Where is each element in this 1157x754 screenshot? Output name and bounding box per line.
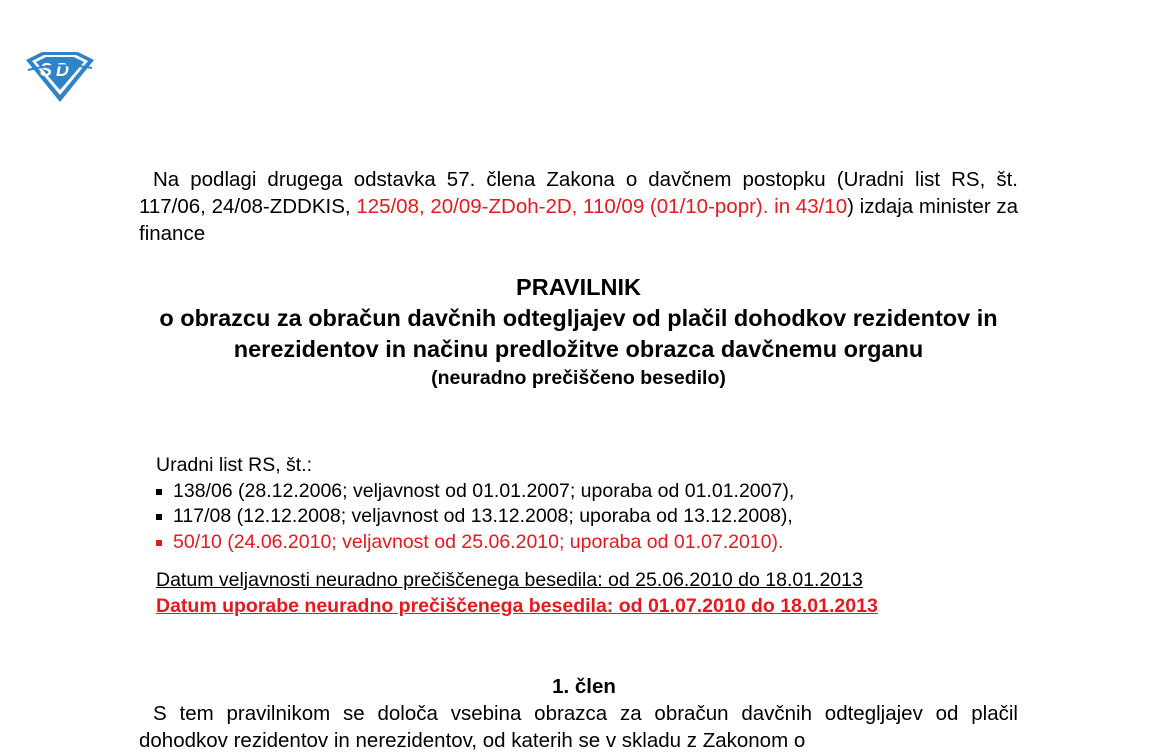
document-note: (neuradno prečiščeno besedilo) [431, 367, 726, 389]
document-subtitle: o obrazcu za obračun davčnih odtegljajev od plačil dohodkov rezidentov in nerezidentov in načinu predložitve obrazca davčnemu organu [159, 305, 998, 362]
article-text: S tem pravilnikom se določa vsebina obrazca za obračun davčnih odtegljajev od plačil dohodkov rezidentov in nerezidentov, od katerih se v skladu z Zakonom o [139, 702, 1018, 752]
validity-date: Datum veljavnosti neuradno prečiščenega besedila: od 25.06.2010 do 18.01.2013 [156, 569, 863, 591]
gazette-item [156, 504, 794, 530]
document-title-block [139, 272, 1018, 392]
bullet-icon [156, 489, 162, 495]
intro-text-1: Na podlagi drugega odstavka 57. člena Zakona o davčnem postopku (Uradni list RS, št. 117/06, 24/08-ZDDKIS, [139, 168, 1018, 218]
gazette-heading: Uradni list RS, št.: [156, 454, 313, 476]
bullet-icon [156, 514, 162, 520]
article-heading: 1. člen [552, 675, 616, 698]
svg-text:S: S [40, 60, 53, 80]
article-paragraph [139, 700, 1018, 754]
bullet-icon [156, 540, 162, 546]
gazette-item-text: 138/06 (28.12.2006; veljavnost od 01.01.2007; uporaba od 01.01.2007), [173, 479, 795, 502]
gazette-list [156, 453, 794, 555]
gazette-item-text: 50/10 (24.06.2010; veljavnost od 25.06.2010; uporaba od 01.07.2010). [173, 530, 784, 553]
intro-paragraph [139, 166, 1018, 247]
intro-text-amendments: 125/08, 20/09-ZDoh-2D, 110/09 (01/10-popr). in 43/10 [356, 195, 848, 218]
gazette-item-text: 117/08 (12.12.2008; veljavnost od 13.12.2008; uporaba od 13.12.2008), [173, 505, 793, 527]
logo-icon [22, 50, 96, 104]
application-date: Datum uporabe neuradno prečiščenega besedila: od 01.07.2010 do 18.01.2013 [156, 595, 878, 617]
gazette-item [156, 479, 794, 505]
gazette-item [156, 530, 794, 556]
intro-text-3: ) izdaja minister za finance [139, 195, 1019, 245]
document-title: PRAVILNIK [516, 274, 641, 300]
svg-text:D: D [56, 60, 69, 80]
dates-block [156, 567, 878, 619]
